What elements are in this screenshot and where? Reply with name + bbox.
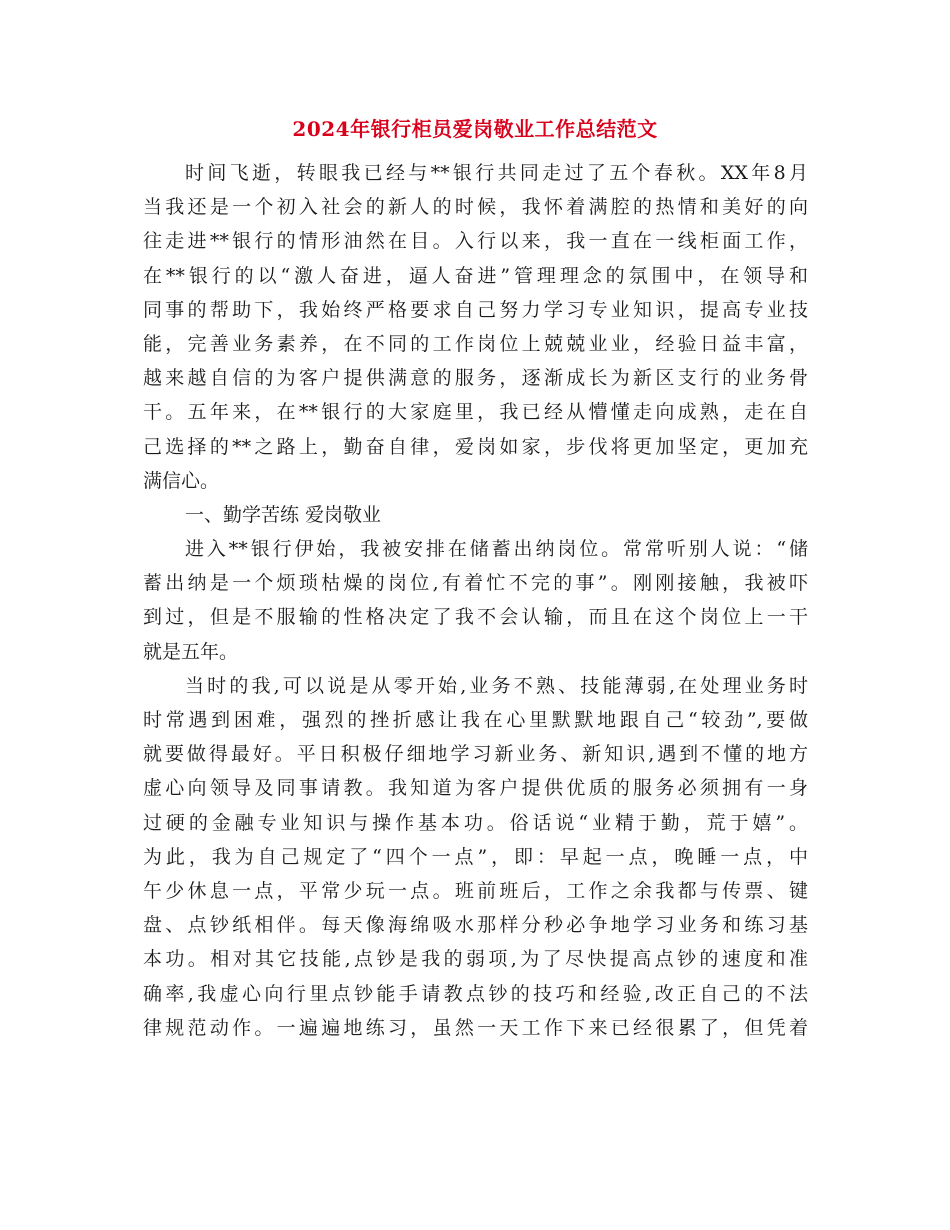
section-heading-text: 一、勤学苦练 爱岗敬业 (185, 503, 382, 526)
paragraph-line: 确率,我虚心向行里点钞能手请教点钞的技巧和经验,改正自己的不法 (143, 982, 808, 1005)
paragraph-line: 越来越自信的为客户提供满意的服务，逐渐成长为新区支行的业务骨 (143, 367, 808, 390)
paragraph-line: 往走进**银行的情形油然在目。入行以来，我一直在一线柜面工作， (143, 230, 808, 253)
paragraph-line: 就要做得最好。平日积极仔细地学习新业务、新知识,遇到不懂的地方 (143, 743, 808, 766)
document-body (143, 156, 808, 1045)
paragraph-first-days (143, 532, 808, 669)
section-heading (143, 498, 808, 532)
paragraph-line: 午少休息一点，平常少玩一点。班前班后，工作之余我都与传票、键 (143, 879, 808, 902)
paragraph-line: 盘、点钞纸相伴。每天像海绵吸水那样分秒必争地学习业务和练习基 (143, 914, 808, 937)
paragraph-line: 当我还是一个初入社会的新人的时候，我怀着满腔的热情和美好的向 (143, 196, 808, 219)
paragraph-line: 时常遇到困难，强烈的挫折感让我在心里默默地跟自己“较劲”,要做 (143, 709, 808, 731)
paragraph-line: 虚心向领导及同事请教。我知道为客户提供优质的服务必须拥有一身 (143, 777, 808, 800)
paragraph-line: 律规范动作。一遍遍地练习，虽然一天工作下来已经很累了，但凭着 (143, 1016, 808, 1039)
paragraph-line: 己选择的**之路上，勤奋自律，爱岗如家，步伐将更加坚定，更加充 (143, 435, 808, 458)
paragraph-line: 为此，我为自己规定了“四个一点”，即：早起一点，晚睡一点，中 (143, 845, 808, 868)
paragraph-line: 过硬的金融专业知识与操作基本功。俗话说“业精于勤，荒于嬉”。 (143, 811, 808, 834)
paragraph-line: 时间飞逝，转眼我已经与**银行共同走过了五个春秋。XX年8月 (185, 162, 808, 184)
paragraph-line: 当时的我,可以说是从零开始,业务不熟、技能薄弱,在处理业务时 (185, 674, 808, 697)
paragraph-line: 在**银行的以“激人奋进，逼人奋进”管理理念的氛围中，在领导和 (143, 264, 808, 287)
paragraph-line: 干。五年来，在**银行的大家庭里，我已经从懵懂走向成熟，走在自 (143, 401, 808, 424)
paragraph-line: 进入**银行伊始，我被安排在储蓄出纳岗位。常常听别人说：“储 (185, 538, 808, 561)
paragraph-training (143, 669, 808, 1045)
paragraph-line: 到过，但是不服输的性格决定了我不会认输，而且在这个岗位上一干 (143, 606, 808, 629)
paragraph-line: 蓄出纳是一个烦琐枯燥的岗位,有着忙不完的事”。刚刚接触，我被吓 (143, 572, 808, 595)
document-title: 2024年银行柜员爱岗敬业工作总结范文 (292, 117, 658, 141)
paragraph-line: 能，完善业务素养，在不同的工作岗位上兢兢业业，经验日益丰富， (143, 332, 808, 355)
paragraph-line: 满信心。 (143, 469, 220, 492)
paragraph-line: 本功。相对其它技能,点钞是我的弱项,为了尽快提高点钞的速度和准 (143, 948, 808, 971)
paragraph-intro (143, 156, 808, 498)
paragraph-line: 同事的帮助下，我始终严格要求自己努力学习专业知识，提高专业技 (143, 298, 808, 321)
paragraph-line: 就是五年。 (143, 640, 239, 663)
